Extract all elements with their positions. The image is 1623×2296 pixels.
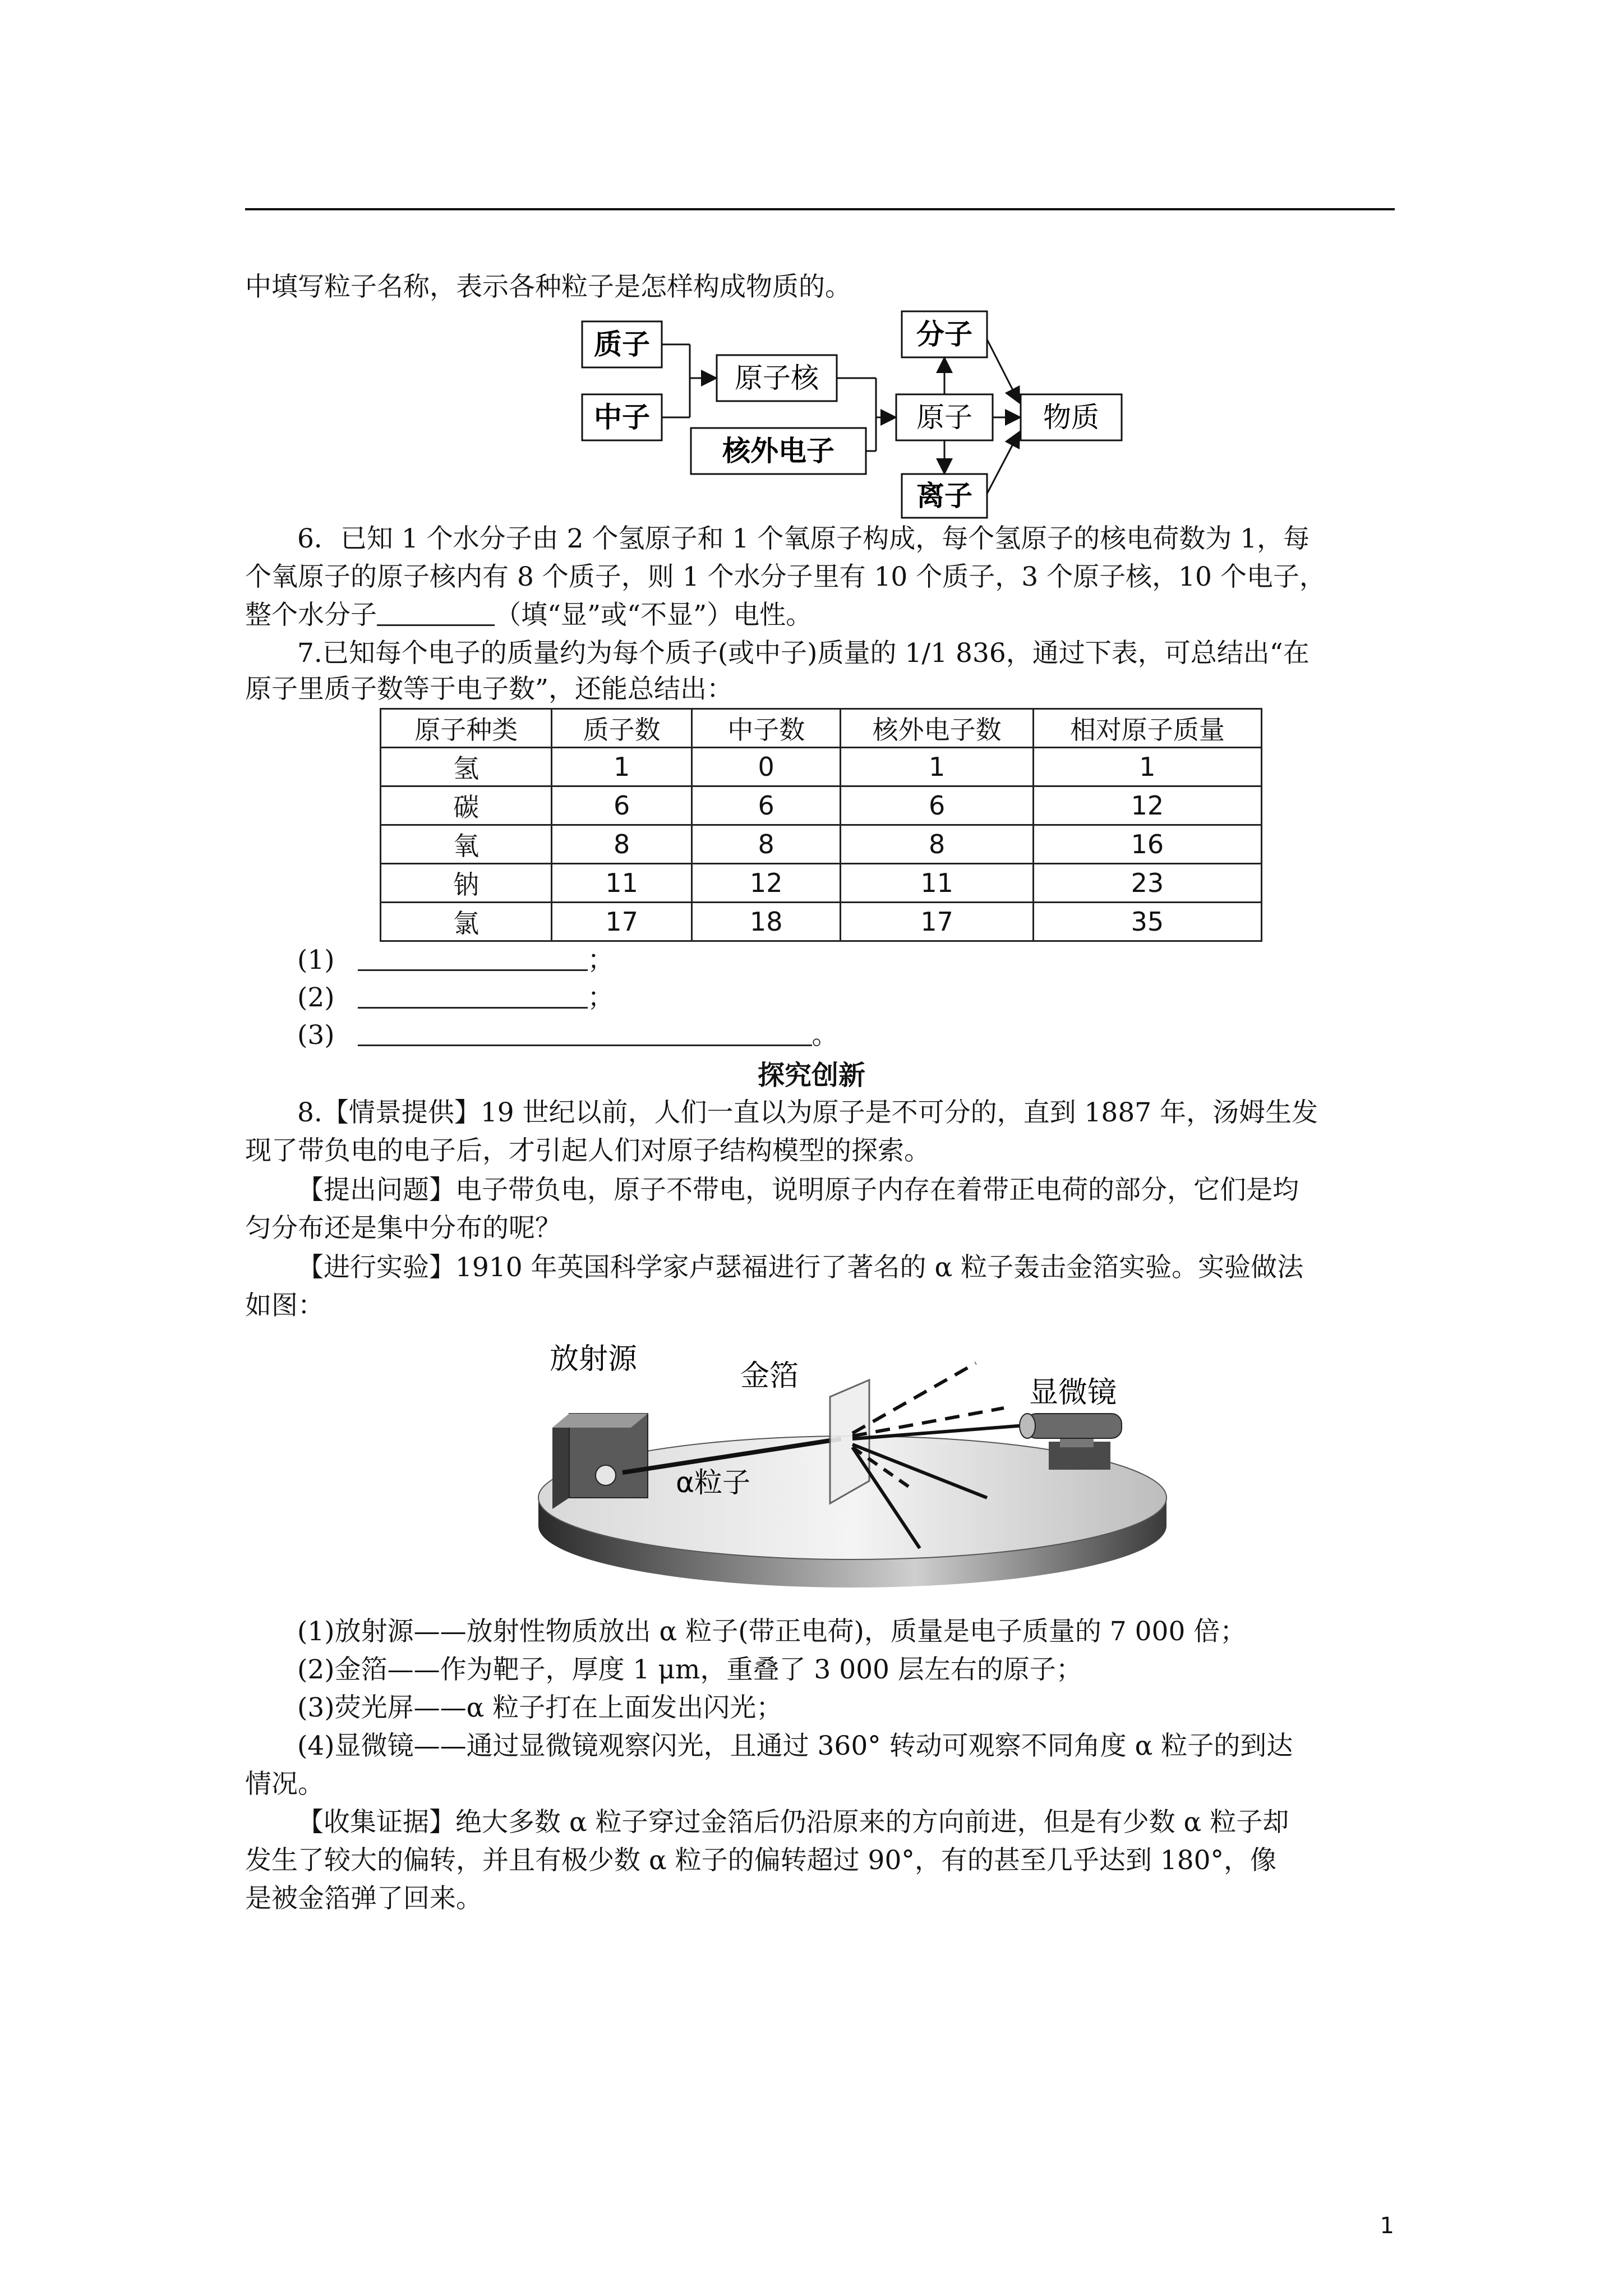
q6-line1: 6．已知 1 个水分子由 2 个氢原子和 1 个氧原子构成，每个氢原子的核电荷数为 1，每 [297, 523, 1310, 554]
table-cell: 23 [1033, 864, 1261, 903]
section-title: 探究创新 [757, 1060, 865, 1091]
molecule-label: 分子 [916, 318, 972, 351]
source-label: 放射源 [550, 1342, 638, 1376]
gold-foil [830, 1380, 869, 1503]
microscope-label: 显微镜 [1029, 1376, 1117, 1410]
answer-blank-1[interactable] [358, 947, 588, 971]
nucleus-label: 原子核 [735, 362, 819, 394]
table-cell: 8 [691, 825, 841, 864]
q6-line3 [245, 596, 812, 634]
table-cell: 6 [841, 786, 1033, 825]
table-row [381, 825, 1262, 864]
microscope-tube [1026, 1414, 1122, 1438]
table-row [381, 786, 1262, 825]
table-cell: 17 [552, 903, 692, 941]
q8-line3: 【提出问题】电子带负电，原子不带电，说明原子内存在着带正电荷的部分，它们是均 [297, 1175, 1299, 1205]
q6-line2: 个氧原子的原子核内有 8 个质子，则 1 个水分子里有 10 个质子，3 个原子核，10 个电子， [245, 562, 1326, 592]
q8-desc4a: (4)显微镜——通过显微镜观察闪光，且通过 360° 转动可观察不同角度 α 粒子的到达 [297, 1731, 1293, 1761]
matter-label: 物质 [1043, 401, 1099, 434]
q8-desc3: (3)荧光屏——α 粒子打在上面发出闪光； [297, 1692, 783, 1723]
table-row [381, 748, 1262, 786]
answer-end: ； [587, 945, 614, 976]
q8-line2: 现了带负电的电子后，才引起人们对原子结构模型的探索。 [245, 1135, 930, 1166]
q8-evidence2: 发生了较大的偏转，并且有极少数 α 粒子的偏转超过 90°，有的甚至几乎达到 180°，像 [245, 1845, 1277, 1876]
q8-line5: 【进行实验】1910 年英国科学家卢瑟福进行了著名的 α 粒子轰击金箔实验。实验做法 [297, 1252, 1304, 1283]
table-header: 核外电子数 [841, 709, 1033, 748]
q6-answer-blank[interactable] [377, 602, 495, 626]
atom-table [380, 708, 1262, 942]
source-emitter [596, 1465, 616, 1485]
particle-flow-diagram [572, 306, 1127, 519]
answer-end: ； [587, 982, 614, 1013]
answer-label: (3) [297, 1020, 335, 1051]
table-header: 原子种类 [381, 709, 552, 748]
table-cell: 17 [841, 903, 1033, 941]
table-header: 质子数 [552, 709, 692, 748]
table-cell: 11 [552, 864, 692, 903]
q8-line6: 如图： [245, 1290, 324, 1321]
q8-desc2: (2)金箔——作为靶子，厚度 1 μm，重叠了 3 000 层左右的原子； [297, 1654, 1082, 1685]
table-cell: 1 [1033, 748, 1261, 786]
atom-label: 原子 [916, 401, 972, 434]
table-cell: 8 [552, 825, 692, 864]
table-cell: 碳 [381, 786, 552, 825]
table-cell: 8 [841, 825, 1033, 864]
table-cell: 12 [691, 864, 841, 903]
q7-line1: 7.已知每个电子的质量约为每个质子(或中子)质量的 1/1 836，通过下表，可总结出“在 [297, 638, 1310, 669]
table-cell: 11 [841, 864, 1033, 903]
q8-line1: 8.【情景提供】19 世纪以前，人们一直以为原子是不可分的，直到 1887 年，汤姆生发 [297, 1097, 1318, 1128]
proton-label: 质子 [594, 328, 650, 361]
table-cell: 氧 [381, 825, 552, 864]
header-rule [245, 208, 1395, 210]
table-header: 相对原子质量 [1033, 709, 1261, 748]
table-cell: 氢 [381, 748, 552, 786]
table-row [381, 903, 1262, 941]
table-cell: 35 [1033, 903, 1261, 941]
q6-line3-suffix: （填“显”或“不显”）电性。 [495, 600, 813, 631]
rutherford-experiment-figure [527, 1329, 1178, 1593]
alpha-label: α粒子 [676, 1466, 750, 1499]
answer-label: (1) [297, 945, 335, 976]
table-cell: 钠 [381, 864, 552, 903]
q7-answer-1 [297, 941, 614, 979]
ion-label: 离子 [916, 480, 972, 512]
answer-blank-2[interactable] [358, 984, 588, 1009]
q7-answer-2 [297, 979, 614, 1017]
table-header: 中子数 [691, 709, 841, 748]
foil-label: 金箔 [740, 1359, 799, 1393]
table-row [381, 864, 1262, 903]
q8-evidence3: 是被金箔弹了回来。 [245, 1883, 482, 1914]
q8-desc1: (1)放射源——放射性物质放出 α 粒子(带正电荷)，质量是电子质量的 7 000 倍； [297, 1616, 1247, 1647]
q7-line2: 原子里质子数等于电子数”，还能总结出： [245, 674, 734, 705]
q8-evidence1: 【收集证据】绝大多数 α 粒子穿过金箔后仍沿原来的方向前进，但是有少数 α 粒子却 [297, 1807, 1289, 1838]
neutron-label: 中子 [594, 401, 650, 434]
table-cell: 16 [1033, 825, 1261, 864]
table-cell: 6 [552, 786, 692, 825]
electron-label: 核外电子 [722, 435, 834, 467]
q7-answer-3 [297, 1016, 838, 1055]
lead-line: 中填写粒子名称，表示各种粒子是怎样构成物质的。 [245, 272, 851, 302]
answer-blank-3[interactable] [358, 1022, 812, 1046]
answer-end: 。 [811, 1020, 838, 1051]
q6-line3-prefix: 整个水分子 [245, 600, 377, 631]
q8-desc4b: 情况。 [245, 1769, 324, 1800]
table-cell: 1 [552, 748, 692, 786]
answer-label: (2) [297, 982, 335, 1013]
table-header-row [381, 709, 1262, 748]
table-cell: 18 [691, 903, 841, 941]
table-cell: 0 [691, 748, 841, 786]
table-cell: 1 [841, 748, 1033, 786]
table-cell: 12 [1033, 786, 1261, 825]
table-cell: 6 [691, 786, 841, 825]
q8-line4: 匀分布还是集中分布的呢？ [245, 1213, 561, 1244]
page-number: 1 [1380, 2213, 1394, 2239]
source-box-side [552, 1414, 569, 1509]
table-cell: 氯 [381, 903, 552, 941]
